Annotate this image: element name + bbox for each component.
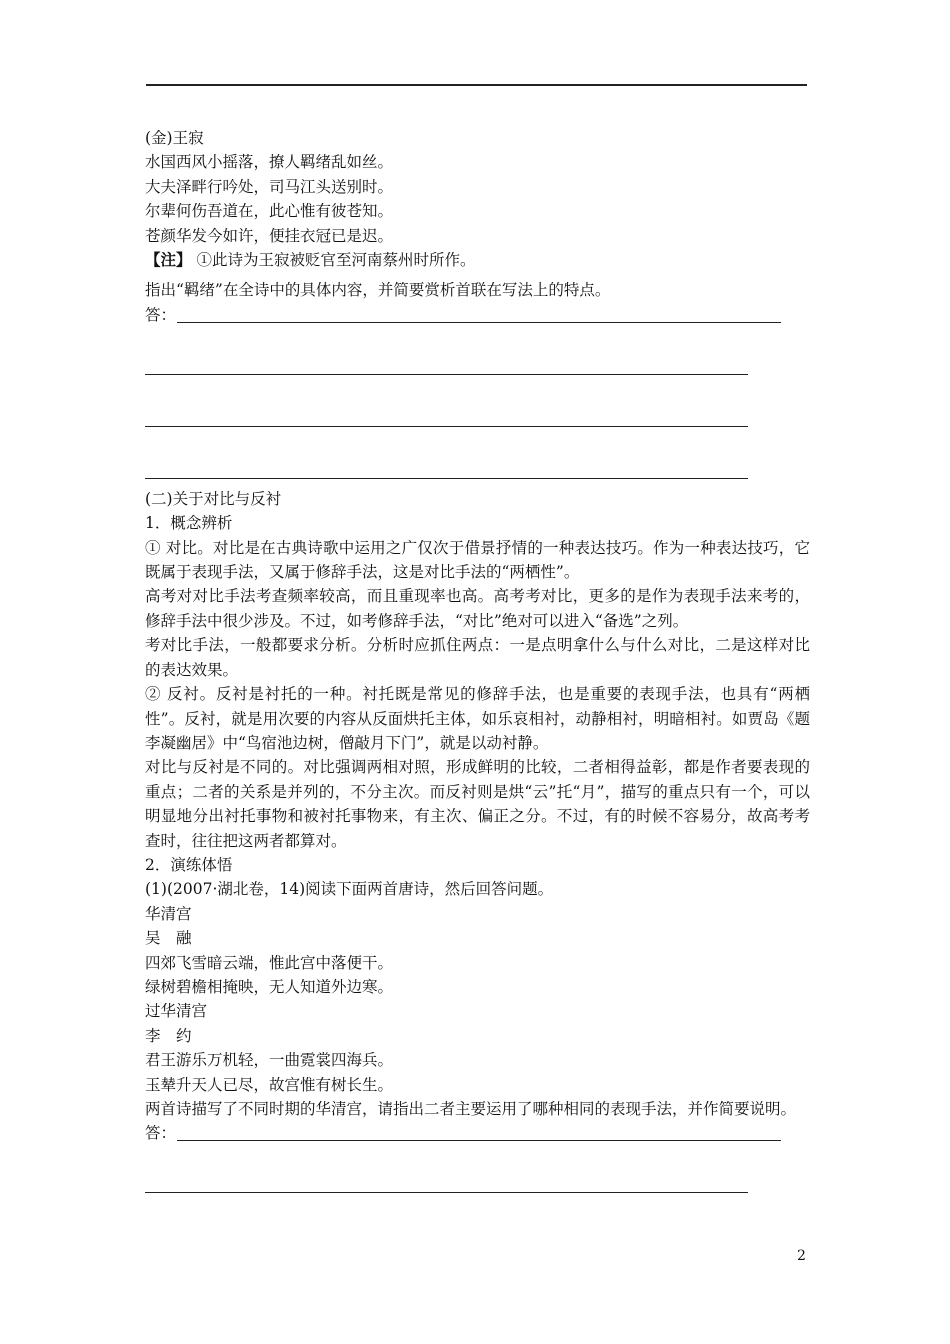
answer-label: 答：: [145, 305, 177, 324]
section2-paragraph: 高考对对比手法考查频率较高，而且重现率也高。高考考对比，更多的是作为表现手法来考的，修辞手法中很少涉及。不过，如考修辞手法，“对比”绝对可以进入“备选”之列。: [145, 587, 810, 630]
poem-a-line: 四郊飞雪暗云端，惟此宫中落便干。: [145, 953, 394, 972]
poem1-answer-row: [145, 303, 810, 327]
poem-b-title: 过华清宫: [145, 1002, 208, 1021]
section2-paragraph: 考对比手法，一般都要求分析。分析时应抓住两点：一是点明拿什么与什么对比，二是这样对比的表达效果。: [145, 636, 810, 679]
poem-b-author: 李 约: [145, 1026, 192, 1045]
page-content: [145, 126, 810, 1197]
section2-paragraph: 对比与反衬是不同的。对比强调两相对照，形成鲜明的比较，二者相得益彰，都是作者要表现的重点；二者的关系是并列的，不分主次。而反衬则是烘“云”托“月”，描写的重点只有一个，可以明显地分出衬托事物和被衬托事物来，有主次、偏正之分。不过，有的时候不容易分，故高考考查时，往往把这两者都算对。: [145, 758, 810, 850]
answer-blank[interactable]: [145, 379, 810, 431]
exercise-question: 两首诗描写了不同时期的华清宫，请指出二者主要运用了哪种相同的表现手法，并作简要说明。: [145, 1100, 797, 1118]
poem-b-line: 玉辇升天人已尽，故宫惟有树长生。: [145, 1075, 394, 1094]
poem-b-line: 君王游乐万机轻，一曲霓裳四海兵。: [145, 1051, 394, 1070]
exercise-intro: (1)(2007·湖北卷，14)阅读下面两首唐诗，然后回答问题。: [145, 880, 554, 899]
poem1-line: 水国西风小摇落，撩人羁绪乱如丝。: [145, 153, 394, 172]
answer-label: 答：: [145, 1124, 177, 1143]
page-number: 2: [797, 1248, 806, 1264]
answer-line[interactable]: [177, 322, 781, 323]
answer-line[interactable]: [177, 1140, 781, 1141]
section2-sub2: 2．演练体悟: [145, 855, 233, 874]
section2-heading: (二)关于对比与反衬: [145, 489, 282, 508]
poem1-line: 苍颜华发今如许，便挂衣冠已是迟。: [145, 226, 394, 245]
section2-paragraph: ① 对比。对比是在古典诗歌中运用之广仅次于借景抒情的一种表达技巧。作为一种表达技巧，它既属于表现手法，又属于修辞手法，这是对比手法的“两栖性”。: [145, 538, 810, 582]
poem1-author: (金)王寂: [145, 129, 204, 147]
answer-blank[interactable]: [145, 431, 810, 483]
poem-a-title: 华清宫: [145, 904, 192, 923]
note-text: ①此诗为王寂被贬官至河南蔡州时所作。: [196, 251, 476, 270]
poem-a-line: 绿树碧檐相掩映，无人知道外边寒。: [145, 977, 394, 996]
answer-blank[interactable]: [145, 1145, 810, 1197]
section2-paragraph: ② 反衬。反衬是衬托的一种。衬托既是常见的修辞手法，也是重要的表现手法，也具有“两栖性”。反衬，就是用次要的内容从反面烘托主体，如乐哀相衬，动静相衬，明暗相衬。如贾岛《题李凝幽居》中“鸟宿池边树，僧敲月下门”，就是以动衬静。: [145, 685, 810, 752]
poem1-line: 尔辈何伤吾道在，此心惟有彼苍知。: [145, 202, 394, 221]
note-tag: 【注】: [145, 250, 192, 270]
poem1-question: 指出“羁绪”在全诗中的具体内容，并简要赏析首联在写法上的特点。: [145, 281, 611, 300]
exercise-answer-row: [145, 1121, 810, 1145]
section2-sub1: 1．概念辨析: [145, 514, 233, 533]
answer-blank[interactable]: [145, 327, 810, 379]
poem1-note: [145, 248, 810, 272]
poem-a-author: 吴 融: [145, 929, 192, 948]
poem1-line: 大夫泽畔行吟处，司马江头送别时。: [145, 177, 394, 196]
header-rule: [146, 84, 807, 86]
